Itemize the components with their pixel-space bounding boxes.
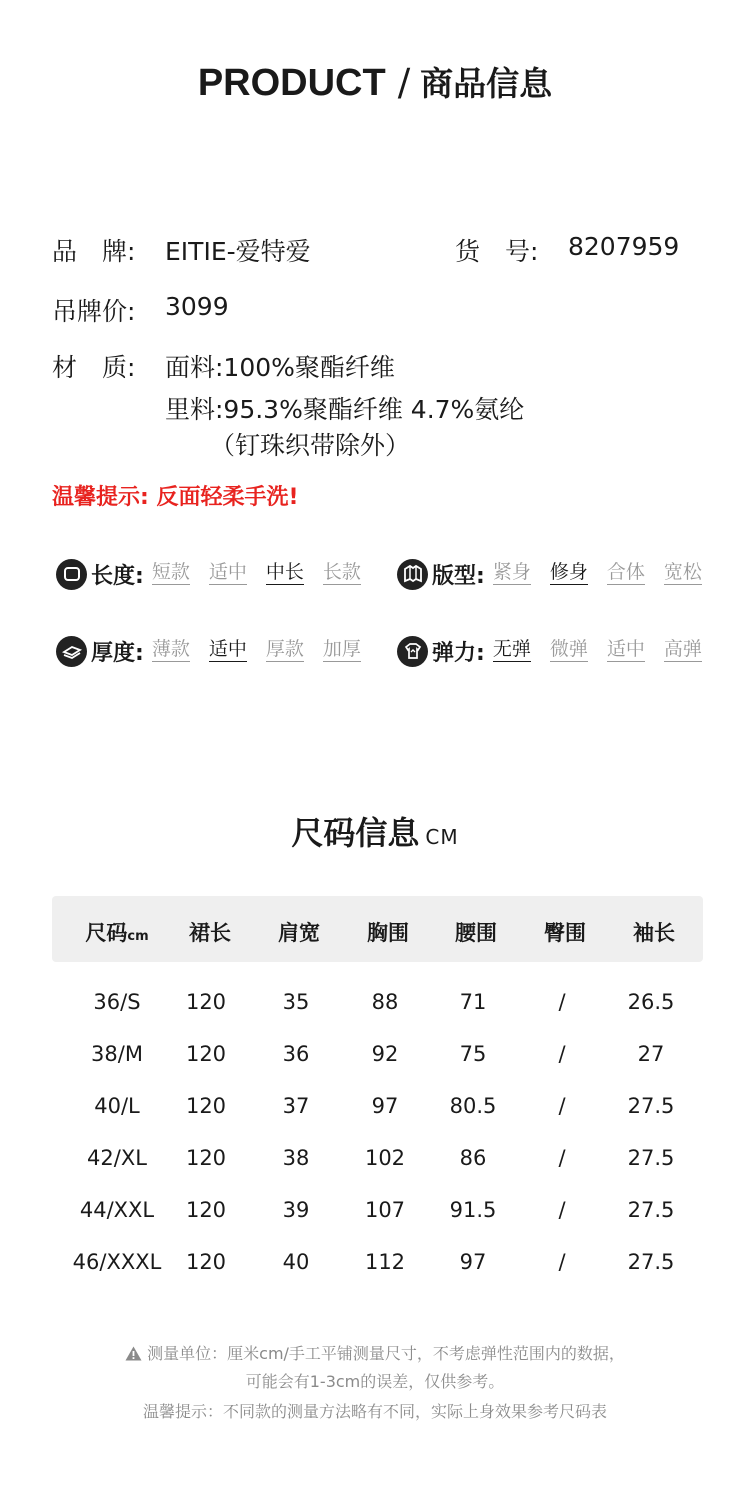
price-label: 吊牌价:	[52, 297, 136, 326]
table-cell: 91.5	[449, 1198, 497, 1222]
table-cell: 44/XXL	[79, 1198, 155, 1222]
table-header-cell: 腰围	[455, 921, 497, 945]
attribute-name: 厚度:	[91, 640, 144, 666]
sku-value: 8207959	[568, 232, 680, 261]
option: 高弹	[663, 638, 702, 661]
option: 宽松	[663, 561, 702, 584]
table-cell: /	[558, 1042, 566, 1066]
table-cell: 102	[364, 1146, 406, 1170]
table-cell: 39	[282, 1198, 310, 1222]
table-header-cell: 裙长	[189, 921, 231, 945]
title-en: PRODUCT	[197, 62, 386, 104]
title-zh: 商品信息	[420, 64, 553, 103]
option: 适中	[208, 561, 247, 584]
option: 厚款	[265, 638, 304, 661]
table-cell: 36	[282, 1042, 310, 1066]
elasticity-icon	[397, 636, 428, 667]
table-cell: 27.5	[627, 1198, 675, 1222]
table-cell: 75	[459, 1042, 487, 1066]
table-cell: 112	[364, 1250, 406, 1274]
title-slash: /	[397, 61, 411, 104]
attribute-length	[56, 556, 361, 592]
length-icon	[56, 559, 87, 590]
option: 微弹	[549, 638, 588, 661]
option: 合体	[606, 561, 645, 584]
attribute-name: 长度:	[91, 563, 144, 589]
page-title	[0, 58, 750, 105]
table-cell: 40/L	[94, 1094, 140, 1118]
table-cell: 120	[185, 1250, 227, 1274]
table-cell: /	[558, 990, 566, 1014]
table-header-cell: 胸围	[367, 921, 409, 945]
material-line-1: 面料:100%聚酯纤维	[165, 353, 395, 382]
table-header-cell	[67, 917, 167, 947]
table-header-cell: 袖长	[633, 921, 675, 945]
warning-icon	[125, 1344, 142, 1363]
table-cell: 71	[459, 990, 487, 1014]
option: 薄款	[151, 638, 190, 661]
table-cell: /	[558, 1198, 566, 1222]
table-cell: 40	[282, 1250, 310, 1274]
table-cell: 97	[371, 1094, 399, 1118]
table-cell: 35	[282, 990, 310, 1014]
material-line-3: （钉珠织带除外）	[210, 431, 411, 460]
option-selected: 无弹	[492, 638, 531, 661]
table-cell: 26.5	[627, 990, 675, 1014]
material-line-2: 里料:95.3%聚酯纤维 4.7%氨纶	[165, 395, 525, 424]
brand-label: 品 牌:	[52, 237, 136, 266]
table-cell: 120	[185, 1198, 227, 1222]
attribute-name: 弹力:	[432, 640, 485, 666]
header-size-unit: cm	[127, 929, 149, 944]
option: 长款	[322, 561, 361, 584]
table-cell: 27.5	[627, 1250, 675, 1274]
table-cell: 38	[282, 1146, 310, 1170]
note-text-1: 测量单位：厘米cm/手工平铺测量尺寸，不考虑弹性范围内的数据，	[147, 1344, 625, 1363]
table-cell: /	[558, 1094, 566, 1118]
table-cell: 27.5	[627, 1146, 675, 1170]
attribute-thickness	[56, 633, 361, 669]
sku-label: 货 号:	[455, 237, 539, 266]
price-value: 3099	[165, 292, 229, 321]
table-cell: 92	[371, 1042, 399, 1066]
attribute-fit	[397, 556, 702, 592]
size-section-title	[0, 808, 750, 854]
table-cell: 36/S	[93, 990, 141, 1014]
option: 紧身	[492, 561, 531, 584]
table-cell: 46/XXXL	[72, 1250, 162, 1274]
table-cell: 42/XL	[87, 1146, 147, 1170]
table-cell: 120	[185, 1042, 227, 1066]
note-line-1	[0, 1341, 750, 1364]
table-header-cell: 臀围	[544, 921, 586, 945]
table-cell: 80.5	[449, 1094, 497, 1118]
size-title-unit: CM	[425, 825, 459, 849]
option: 加厚	[322, 638, 361, 661]
option-selected: 修身	[549, 561, 588, 584]
table-cell: 120	[185, 990, 227, 1014]
table-cell: 88	[371, 990, 399, 1014]
material-label: 材 质:	[52, 353, 136, 382]
size-title: 尺码信息	[291, 814, 420, 852]
note-line-3: 温馨提示：不同款的测量方法略有不同，实际上身效果参考尺码表	[142, 1402, 607, 1421]
table-cell: 38/M	[91, 1042, 143, 1066]
care-tip: 温馨提示: 反面轻柔手洗!	[52, 485, 299, 510]
table-cell: 120	[185, 1146, 227, 1170]
brand-value: EITIE-爱特爱	[165, 237, 311, 266]
attribute-name: 版型:	[432, 563, 485, 589]
fit-icon	[397, 559, 428, 590]
table-cell: 27.5	[627, 1094, 675, 1118]
header-size: 尺码	[85, 921, 128, 945]
option-selected: 适中	[208, 638, 247, 661]
note-line-2: 可能会有1-3cm的误差，仅供参考。	[245, 1372, 505, 1391]
table-cell: 97	[459, 1250, 487, 1274]
table-cell: 27	[637, 1042, 665, 1066]
attribute-elasticity	[397, 633, 702, 669]
table-cell: 37	[282, 1094, 310, 1118]
table-cell: 120	[185, 1094, 227, 1118]
option: 短款	[151, 561, 190, 584]
table-header-cell: 肩宽	[278, 921, 320, 945]
table-cell: 107	[364, 1198, 406, 1222]
thickness-icon	[56, 636, 87, 667]
table-cell: /	[558, 1250, 566, 1274]
option: 适中	[606, 638, 645, 661]
table-cell: 86	[459, 1146, 487, 1170]
option-selected: 中长	[265, 561, 304, 584]
table-cell: /	[558, 1146, 566, 1170]
